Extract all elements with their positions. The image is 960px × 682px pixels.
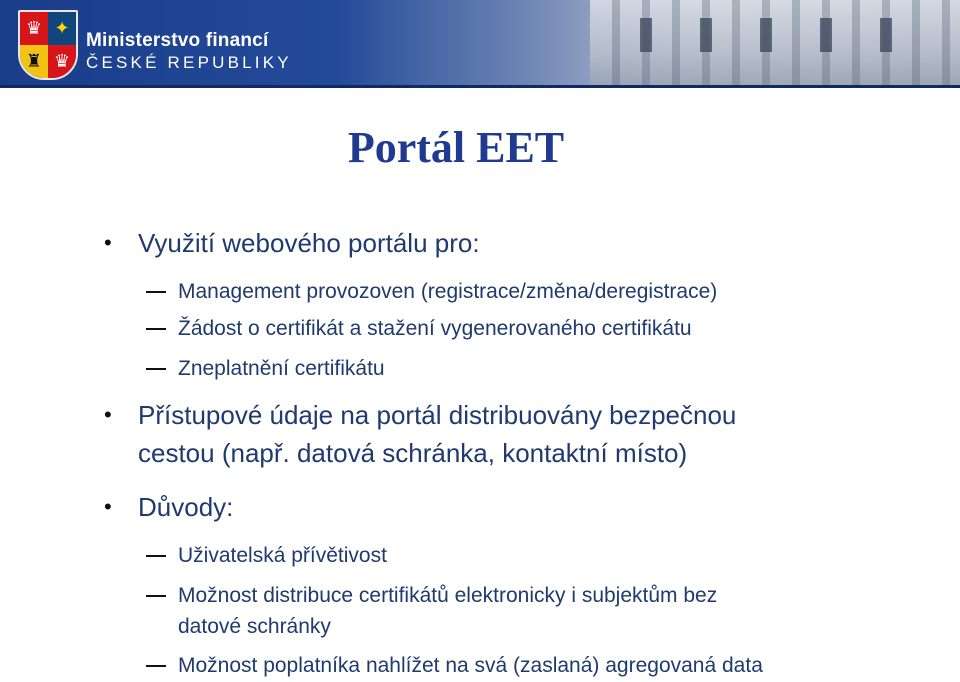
building-window (820, 18, 832, 52)
sub-item-text: Možnost distribuce certifikátů elektronicky i subjektům bez (178, 584, 718, 607)
building-window (700, 18, 712, 52)
sub-item-text: Zneplatnění certifikátu (178, 357, 385, 380)
header-divider (0, 85, 960, 88)
building-window (760, 18, 772, 52)
sub-item-text: datové schránky (178, 615, 331, 638)
building-window (640, 18, 652, 52)
brand-name: Ministerstvo financí (86, 30, 269, 51)
dash-icon (146, 555, 166, 557)
bullet-text: Přístupové údaje na portál distribuovány bezpečnou (138, 400, 737, 430)
header-banner (0, 0, 960, 88)
brand-country: ČESKÉ REPUBLIKY (86, 53, 292, 72)
bullet-icon: • (104, 494, 112, 519)
slide-title: Portál EET (347, 123, 565, 172)
dash-icon (146, 665, 166, 667)
dash-icon (146, 328, 166, 330)
bullet-text: Využití webového portálu pro: (138, 228, 480, 258)
dash-icon (146, 368, 166, 370)
dash-icon (146, 291, 166, 293)
sub-item-text: Možnost poplatníka nahlížet na svá (zaslaná) agregovaná data (178, 654, 763, 677)
dash-icon (146, 595, 166, 597)
bullet-icon: • (104, 402, 112, 427)
bullet-text: cestou (např. datová schránka, kontaktní místo) (138, 438, 688, 468)
building-window (880, 18, 892, 52)
sub-item-text: Žádost o certifikát a stažení vygenerovaného certifikátu (178, 317, 692, 340)
sub-item-text: Management provozoven (registrace/změna/deregistrace) (178, 280, 718, 303)
bullet-text: Důvody: (138, 492, 234, 522)
coat-of-arms-icon: ♛ ✦ ♜ ♛ (18, 10, 78, 80)
bullet-icon: • (104, 230, 112, 255)
sub-item-text: Uživatelská přívětivost (178, 544, 387, 567)
